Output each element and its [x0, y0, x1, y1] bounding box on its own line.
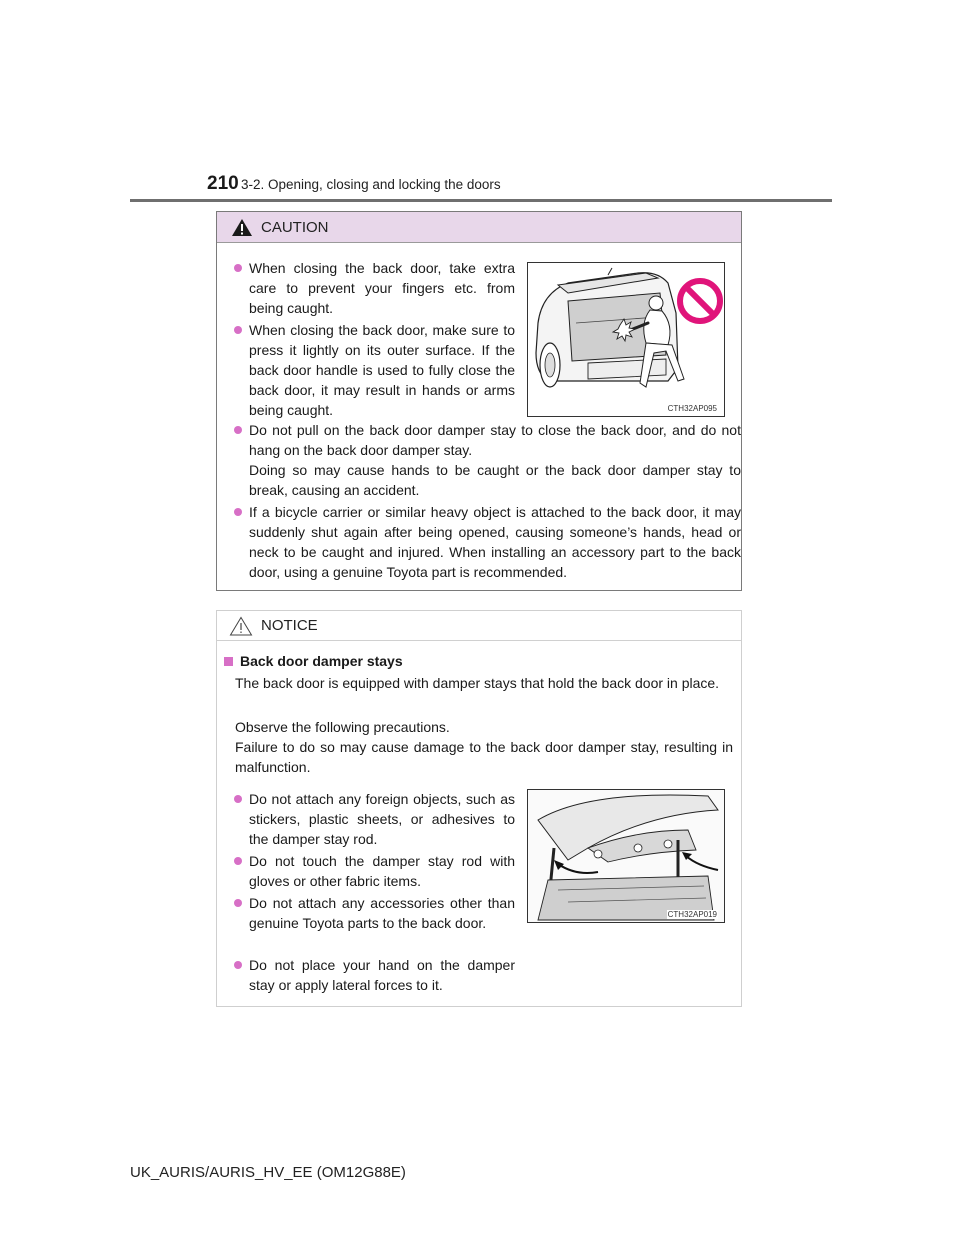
car-back-door-illustration	[528, 263, 724, 416]
notice-paragraph-1-text: The back door is equipped with damper stays that hold the back door in place.	[235, 675, 720, 691]
caution-bullet-2-text: When closing the back door, make sure to press it lightly on its outer surface. If the back door handle is used to fully close the back door, it may result in hands or arms being caught.	[249, 322, 515, 418]
back-door-closing-figure	[527, 262, 725, 417]
damper-stay-figure	[527, 789, 725, 923]
header-rule	[130, 199, 832, 202]
caution-figure-code: CTH32AP095	[667, 404, 717, 413]
notice-bullet-2-text: Do not touch the damper stay rod with gloves or other fabric items.	[249, 853, 515, 889]
caution-box	[216, 211, 742, 591]
notice-figure-code: CTH32AP019	[667, 910, 717, 919]
warning-triangle-icon	[231, 218, 253, 237]
notice-bullet-3-text: Do not attach any accessories other than genuine Toyota parts to the back door.	[249, 895, 515, 931]
notice-box	[216, 610, 742, 1007]
notice-header	[217, 611, 741, 641]
notice-subheading: Back door damper stays	[224, 653, 403, 669]
caution-bullet-4	[233, 502, 741, 582]
caution-bullet-3-text-b: Doing so may cause hands to be caught or the back door damper stay to break, causing an accident.	[249, 462, 741, 498]
notice-bullet-2	[233, 851, 515, 891]
caution-bullet-4-text: If a bicycle carrier or similar heavy object is attached to the back door, it may suddenly shut again after being opened, causing someone’s hands, head or neck to be caught and injured. When installing an accessory part to the back door, using a genuine Toyota part is recommended.	[249, 504, 741, 580]
caution-bullet-3	[233, 420, 741, 500]
damper-stay-illustration	[528, 790, 724, 922]
notice-paragraph-2	[235, 717, 733, 777]
notice-bullet-4-text: Do not place your hand on the damper stay or apply lateral forces to it.	[249, 957, 515, 993]
notice-bullet-3	[233, 893, 515, 933]
caution-bullet-3-text-a: Do not pull on the back door damper stay to close the back door, and do not hang on the back door damper stay.	[249, 422, 741, 458]
notice-paragraph-2a-text: Observe the following precautions.	[235, 719, 450, 735]
caution-bullet-1	[233, 258, 515, 318]
notice-title: NOTICE	[261, 617, 318, 634]
caution-bullet-1-text: When closing the back door, take extra care to prevent your fingers etc. from being caught.	[249, 260, 515, 316]
caution-header	[217, 212, 741, 243]
caution-bullet-2	[233, 320, 515, 420]
caution-title: CAUTION	[261, 218, 329, 236]
notice-bullet-4	[233, 955, 515, 995]
section-title: 3-2. Opening, closing and locking the doors	[241, 177, 501, 192]
prohibition-icon	[680, 281, 720, 321]
warning-triangle-icon	[229, 616, 253, 636]
notice-paragraph-2b-text: Failure to do so may cause damage to the back door damper stay, resulting in malfunction.	[235, 739, 733, 775]
manual-code: UK_AURIS/AURIS_HV_EE (OM12G88E)	[130, 1164, 406, 1181]
notice-bullet-1	[233, 789, 515, 849]
notice-bullet-1-text: Do not attach any foreign objects, such as stickers, plastic sheets, or adhesives to the damper stay rod.	[249, 791, 515, 847]
page-number: 210	[207, 173, 239, 194]
notice-paragraph-1	[235, 673, 733, 693]
